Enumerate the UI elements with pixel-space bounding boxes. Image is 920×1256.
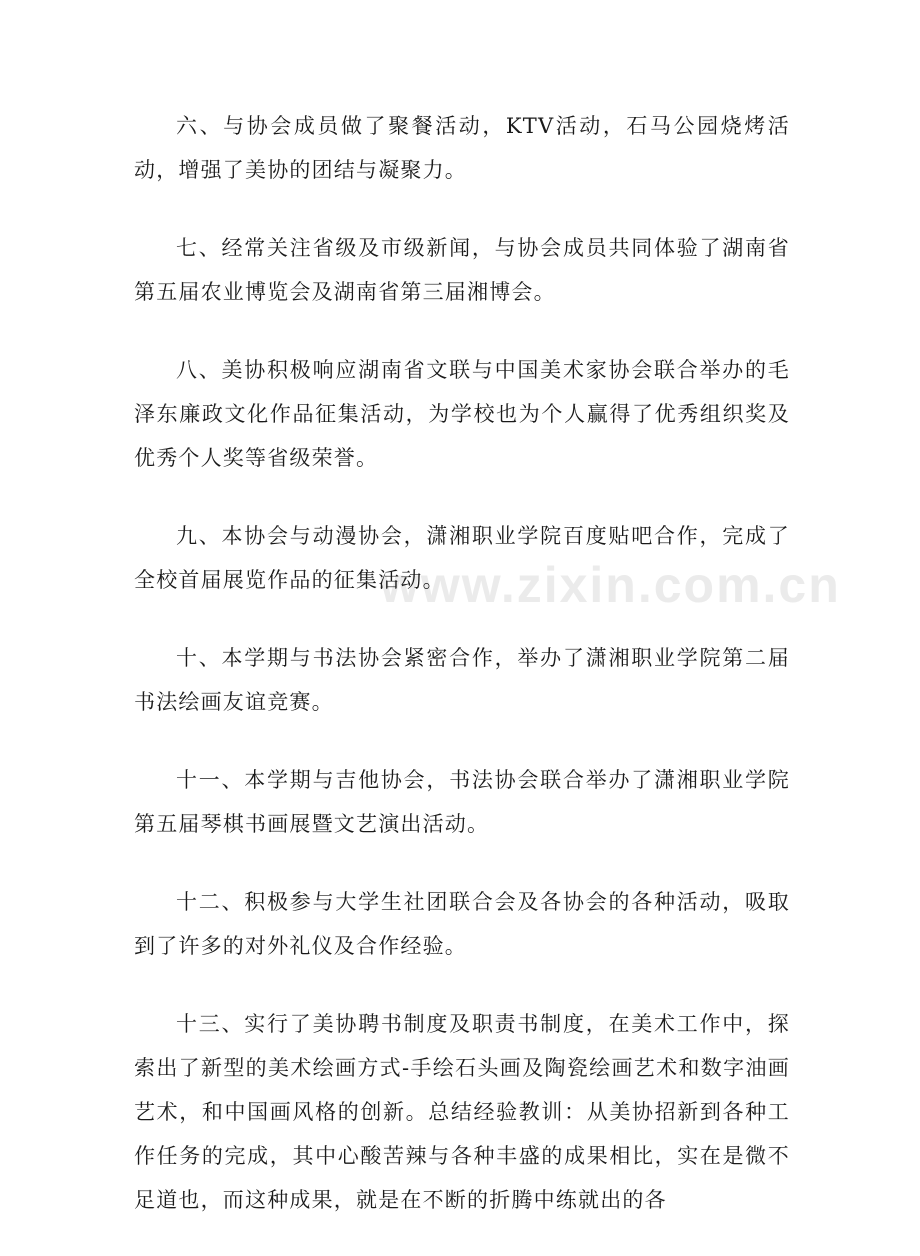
document-body bbox=[134, 104, 790, 1256]
paragraph-6: 六、与协会成员做了聚餐活动，KTV活动，石马公园烧烤活动，增强了美协的团结与凝聚力。 bbox=[134, 114, 790, 182]
paragraph-12: 十二、积极参与大学生社团联合会及各协会的各种活动，吸取到了许多的对外礼仪及合作经验。 bbox=[134, 890, 790, 958]
paragraph-11: 十一、本学期与吉他协会，书法协会联合举办了潇湘职业学院第五届琴棋书画展暨文艺演出活动。 bbox=[134, 768, 790, 836]
paragraph-8: 八、美协积极响应湖南省文联与中国美术家协会联合举办的毛泽东廉政文化作品征集活动，为学校也为个人赢得了优秀组织奖及优秀个人奖等省级荣誉。 bbox=[134, 358, 790, 470]
paragraph-7: 七、经常关注省级及市级新闻，与协会成员共同体验了湖南省第五届农业博览会及湖南省第三届湘博会。 bbox=[134, 236, 790, 304]
paragraph-10: 十、本学期与书法协会紧密合作，举办了潇湘职业学院第二届书法绘画友谊竞赛。 bbox=[134, 646, 790, 714]
watermark: www.zixin.com.cn bbox=[380, 557, 841, 613]
paragraph-13: 十三、实行了美协聘书制度及职责书制度，在美术工作中，探索出了新型的美术绘画方式-手绘石头画及陶瓷绘画艺术和数字油画艺术，和中国画风格的创新。总结经验教训：从美协招新到各种工作任务的完成，其中心酸苦辣与各种丰盛的成果相比，实在是微不足道也，而这种成果，就是在不断的折腾中练就出的各 bbox=[134, 1012, 790, 1212]
paragraph-9: 九、本协会与动漫协会，潇湘职业学院百度贴吧合作，完成了全校首届展览作品的征集活动。 bbox=[134, 524, 790, 592]
